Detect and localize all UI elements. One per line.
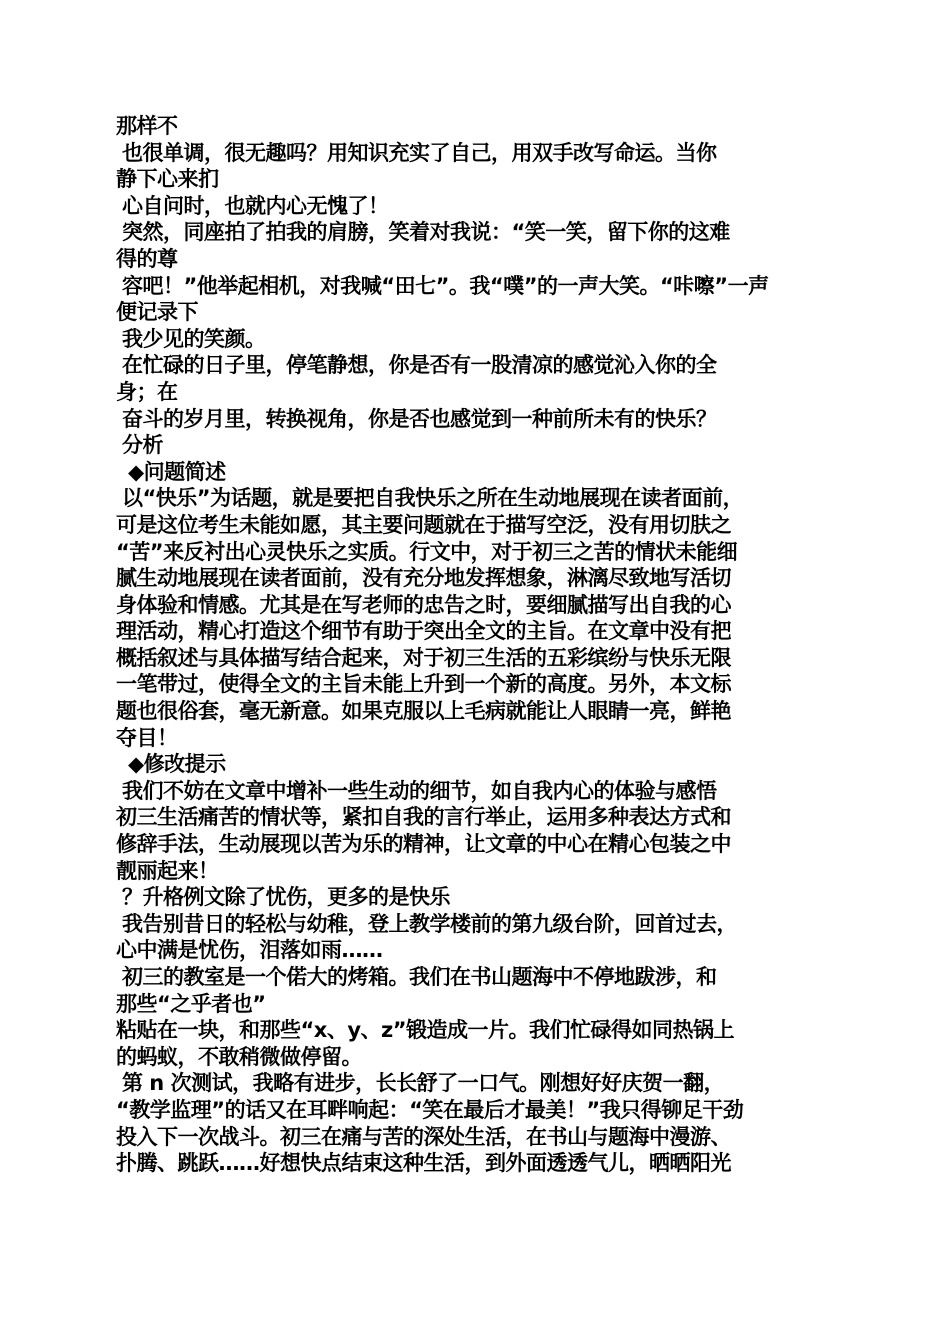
text-line: 我告别昔日的轻松与幼稚，登上教学楼前的第九级台阶，回首过去， [122,911,737,936]
text-line: 扑腾、跳跃……好想快点结束这种生活，到外面透透气儿，晒晒阳光 [116,1151,731,1176]
text-line: “苦”来反衬出心灵快乐之实质。行文中，对于初三之苦的情状未能细 [116,539,738,564]
essay-text [116,113,838,1177]
text-line: 修辞手法，生动展现以苦为乐的精神，让文章的中心在精心包装之中 [116,832,731,857]
text-line: “教学监理”的话又在耳畔响起：“笑在最后才最美！”我只得铆足干劲 [116,1097,744,1122]
text-line: 身体验和情感。尤其是在写老师的忠告之时，要细腻描写出自我的心 [116,592,731,617]
text-line: 腻生动地展现在读者面前，没有充分地发挥想象，淋漓尽致地写活切 [116,566,731,591]
text-line: 便记录下 [116,300,198,325]
text-line: 我少见的笑颜。 [122,326,266,351]
text-line: 第 n 次测试，我略有进步，长长舒了一口气。刚想好好庆贺一翻， [122,1071,725,1096]
text-line: 心自问时，也就内心无愧了！ [122,193,389,218]
text-line: 初三的教室是一个偌大的烤箱。我们在书山题海中不停地跋涉，和 [122,965,717,989]
text-line: 概括叙述与具体描写结合起来，对于初三生活的五彩缤纷与快乐无限 [116,645,731,670]
text-line: 静下心来扪 [116,167,219,192]
text-line: 以“快乐”为话题，就是要把自我快乐之所在生动地展现在读者面前， [122,486,744,511]
subheading-problem-summary: ◆问题简述 [128,459,226,484]
text-line: 投入下一次战斗。初三在痛与苦的深处生活，在书山与题海中漫游、 [116,1124,731,1149]
text-line: 一笔带过，使得全文的主旨未能上升到一个新的高度。另外，本文标 [116,672,731,697]
text-line: 突然，同座拍了拍我的肩膀，笑着对我说：“笑一笑，留下你的这难 [122,220,730,245]
text-line: 心中满是忧伤，泪落如雨…… [116,938,383,963]
text-line: 在忙碌的日子里，停笔静想，你是否有一股清凉的感觉沁入你的全 [122,353,717,378]
text-line: 的蚂蚁，不敢稍微做停留。 [116,1044,362,1069]
subheading-revision-tips: ◆修改提示 [128,752,226,777]
text-line: 理活动，精心打造这个细节有助于突出全文的主旨。在文章中没有把 [116,619,731,644]
subheading-upgraded-essay: ？升格例文除了忧伤，更多的是快乐 [122,885,450,910]
text-line: 奋斗的岁月里，转换视角，你是否也感觉到一种前所未有的快乐？ [122,406,717,431]
text-line: 可是这位考生未能如愿，其主要问题就在于描写空泛，没有用切肤之 [116,512,731,537]
text-line: 那样不 [116,114,178,138]
text-line: 题也很俗套，毫无新意。如果克服以上毛病就能让人眼睛一亮，鲜艳 [116,699,731,724]
text-line: 得的尊 [116,246,178,271]
section-heading-analysis: 分析 [122,433,163,458]
text-line: 粘贴在一块，和那些“x、y、z”锻造成一片。我们忙碌得如同热锅上 [116,1018,735,1043]
text-line: 我们不妨在文章中增补一些生动的细节，如自我内心的体验与感悟 [122,778,717,803]
text-line: 那些“之乎者也” [116,991,266,1016]
text-line: 身；在 [116,379,178,404]
text-line: 靓丽起来！ [116,858,219,883]
text-line: 初三生活痛苦的情状等，紧扣自我的言行举止，运用多种表达方式和 [116,805,731,830]
text-line: 夺目！ [116,725,178,750]
text-line: 也很单调，很无趣吗？用知识充实了自己，用双手改写命运。当你 [122,140,717,165]
text-line: 容吧！”他举起相机，对我喊“田七”。我“噗”的一声大笑。“咔嚓”一声 [122,273,769,298]
